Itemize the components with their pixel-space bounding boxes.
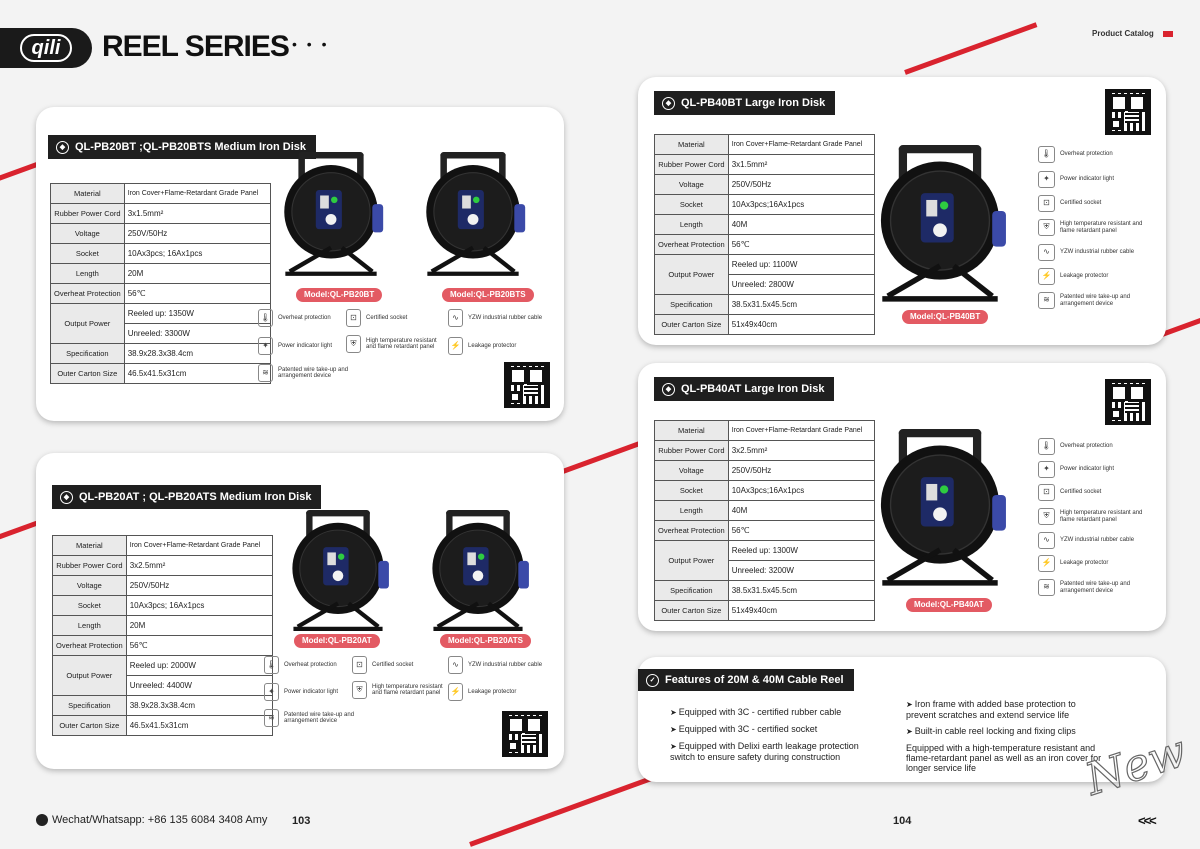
socket-icon: ⊡ — [352, 656, 367, 674]
spec-value: 38.5x31.5x45.5cm — [728, 295, 874, 315]
feature-label: High temperature resistant and flame retardant panel — [1060, 510, 1143, 523]
shield-icon: ⛨ — [1038, 508, 1055, 525]
leakage-icon: ⚡ — [1038, 268, 1055, 285]
feature-label: Certified socket — [1060, 489, 1102, 496]
feature-label: Overheat protection — [284, 661, 337, 668]
feature-label: Power indicator light — [1060, 176, 1115, 183]
table-row — [51, 264, 271, 284]
product-card-pb40bt — [638, 77, 1166, 345]
spec-label: Specification — [655, 581, 729, 601]
table-row — [53, 616, 273, 636]
spec-label: Outer Carton Size — [53, 716, 127, 736]
feature-label: High temperature resistant and flame retardant panel — [1060, 221, 1143, 234]
reel-image — [276, 152, 386, 277]
spec-value: 51x49x40cm — [728, 315, 874, 335]
page-title: REEL SERIES — [102, 30, 289, 63]
reel-wire-icon: ≋ — [264, 709, 279, 727]
logo-text: qili — [20, 34, 73, 62]
table-row — [51, 364, 271, 384]
spec-value: 46.5x41.5x31cm — [126, 716, 272, 736]
contact-text: Wechat/Whatsapp: +86 135 6084 3408 Amy — [52, 814, 268, 826]
spec-value: 38.9x28.3x38.4cm — [126, 696, 272, 716]
leakage-icon: ⚡ — [448, 683, 463, 701]
spec-label: Socket — [51, 244, 125, 264]
card-title-text: QL-PB40AT Large Iron Disk — [681, 383, 825, 395]
list-item: Equipped with a high-temperature resistant and flame-retardant panel as well as an iron cover for longer service life — [906, 743, 1102, 773]
cube-icon: ◆ — [56, 141, 69, 154]
spec-value: Iron Cover+Flame-Retardant Grade Panel — [728, 421, 874, 441]
card-title-text: Features of 20M & 40M Cable Reel — [665, 674, 844, 686]
spec-label: Output Power — [655, 255, 729, 295]
spec-label: Specification — [53, 696, 127, 716]
feature-socket — [1038, 195, 1148, 212]
shield-icon: ⛨ — [346, 335, 361, 353]
leakage-icon: ⚡ — [448, 337, 463, 355]
spec-value: Unreeled: 3200W — [728, 561, 874, 581]
table-row — [655, 175, 875, 195]
shield-icon: ⛨ — [352, 681, 367, 699]
reel-image — [424, 510, 532, 632]
cube-icon: ◆ — [662, 383, 675, 396]
list-item: ➤ Iron frame with added base protection to prevent scratches and extend service life — [906, 699, 1076, 720]
reel-image — [418, 152, 528, 277]
feature-overheat — [264, 656, 354, 674]
cube-icon: ◆ — [662, 97, 675, 110]
table-row — [655, 255, 875, 275]
spec-table — [654, 134, 875, 335]
spec-label: Voltage — [655, 175, 729, 195]
decor-stripe — [904, 22, 1037, 75]
spec-value: Unreeled: 4400W — [126, 676, 272, 696]
spec-label: Rubber Power Cord — [53, 556, 127, 576]
feature-high-temp — [1038, 219, 1148, 236]
spec-label: Rubber Power Cord — [655, 155, 729, 175]
list-item: ➤ Built-in cable reel locking and fixing clips — [906, 726, 1076, 736]
table-row — [51, 244, 271, 264]
spec-value: 10Ax3pcs; 16Ax1pcs — [126, 596, 272, 616]
spec-label: Specification — [655, 295, 729, 315]
spec-label: Length — [51, 264, 125, 284]
feature-high-temp — [346, 335, 446, 353]
spec-label: Overheat Protection — [53, 636, 127, 656]
spec-label: Length — [53, 616, 127, 636]
feature-label: Patented wire take-up and arrangement device — [1060, 294, 1131, 307]
spec-value: 56℃ — [728, 235, 874, 255]
feature-label: Patented wire take-up and arrangement device — [284, 711, 355, 724]
spec-label: Rubber Power Cord — [51, 204, 125, 224]
spec-value: Reeled up: 1350W — [124, 304, 270, 324]
table-row — [53, 536, 273, 556]
light-icon: ✦ — [1038, 171, 1055, 188]
spec-value: Unreeled: 2800W — [728, 275, 874, 295]
spec-label: Voltage — [51, 224, 125, 244]
socket-icon: ⊡ — [1038, 195, 1055, 212]
catalog-bar — [1163, 31, 1173, 37]
leakage-icon: ⚡ — [1038, 555, 1055, 572]
spec-value: Reeled up: 1100W — [728, 255, 874, 275]
light-icon: ✦ — [1038, 461, 1055, 478]
qr-code — [1105, 89, 1151, 135]
feature-patented — [258, 364, 368, 382]
table-row — [51, 184, 271, 204]
spec-label: Outer Carton Size — [655, 601, 729, 621]
feature-list-left — [670, 707, 880, 768]
feature-label: Leakage protector — [1060, 560, 1109, 567]
table-row — [51, 204, 271, 224]
feature-cable — [448, 309, 558, 327]
feature-label: Patented wire take-up and arrangement device — [278, 366, 349, 379]
spec-label: Socket — [655, 481, 729, 501]
list-item: ➤ Equipped with 3C - certified socket — [670, 724, 818, 734]
feature-label: YZW industrial rubber cable — [468, 661, 543, 668]
spec-value: 56℃ — [126, 636, 272, 656]
table-row — [655, 135, 875, 155]
title-dots: • • • — [292, 36, 330, 52]
card-title — [654, 91, 835, 115]
feature-label: High temperature resistant and flame retardant panel — [366, 337, 437, 350]
spec-value: 20M — [126, 616, 272, 636]
spec-value: 250V/50Hz — [728, 175, 874, 195]
spec-value: 250V/50Hz — [728, 461, 874, 481]
feature-list-right — [906, 699, 1106, 779]
table-row — [655, 601, 875, 621]
table-row — [51, 224, 271, 244]
spec-label: Specification — [51, 344, 125, 364]
table-row — [655, 461, 875, 481]
spec-label: Rubber Power Cord — [655, 441, 729, 461]
cable-icon: ∿ — [1038, 244, 1055, 261]
spec-label: Output Power — [51, 304, 125, 344]
cube-icon: ◆ — [60, 491, 73, 504]
product-card-pb20bt — [36, 107, 564, 421]
table-row — [655, 315, 875, 335]
feature-label: YZW industrial rubber cable — [1060, 537, 1135, 544]
spec-value: Reeled up: 2000W — [126, 656, 272, 676]
spec-value: 3x1.5mm² — [124, 204, 270, 224]
table-row — [655, 441, 875, 461]
page-number-left: 103 — [292, 815, 311, 827]
spec-label: Length — [655, 501, 729, 521]
spec-value: 56℃ — [124, 284, 270, 304]
spec-value: Iron Cover+Flame-Retardant Grade Panel — [124, 184, 270, 204]
feature-label: Leakage protector — [468, 342, 517, 349]
thermometer-icon: 🌡 — [258, 309, 273, 327]
table-row — [53, 656, 273, 676]
feature-leakage — [448, 337, 558, 355]
light-icon: ✦ — [258, 337, 273, 355]
table-row — [53, 576, 273, 596]
reel-image — [870, 429, 1010, 587]
model-tag: Model:QL-PB20BT — [296, 288, 382, 302]
table-row — [655, 235, 875, 255]
spec-label: Material — [655, 421, 729, 441]
table-row — [655, 541, 875, 561]
thermometer-icon: 🌡 — [1038, 438, 1055, 455]
spec-value: 40M — [728, 215, 874, 235]
table-row — [655, 501, 875, 521]
badge-icon: ✓ — [646, 674, 659, 687]
feature-overheat — [1038, 438, 1148, 455]
spec-label: Material — [655, 135, 729, 155]
spec-label: Outer Carton Size — [51, 364, 125, 384]
table-row — [655, 155, 875, 175]
model-tag: Model:QL-PB20AT — [294, 634, 380, 648]
feature-label: Power indicator light — [278, 342, 333, 349]
card-title-text: QL-PB20BT ;QL-PB20BTS Medium Iron Disk — [75, 141, 307, 153]
feature-socket — [346, 309, 436, 327]
feature-patented — [264, 709, 374, 727]
table-row — [51, 304, 271, 324]
qr-code — [504, 362, 550, 408]
spec-value: 51x49x40cm — [728, 601, 874, 621]
feature-label: Overheat protection — [278, 314, 331, 321]
spec-table — [50, 183, 271, 384]
feature-label: YZW industrial rubber cable — [1060, 249, 1135, 256]
table-row — [51, 284, 271, 304]
phone-icon — [36, 814, 48, 826]
spec-label: Outer Carton Size — [655, 315, 729, 335]
feature-label: Certified socket — [366, 314, 408, 321]
spec-value: 3x2.5mm² — [728, 441, 874, 461]
feature-cable — [448, 656, 558, 674]
feature-patented — [1038, 579, 1148, 596]
feature-power-light — [1038, 461, 1148, 478]
spec-value: 10Ax3pcs;16Ax1pcs — [728, 195, 874, 215]
feature-label: Leakage protector — [468, 688, 517, 695]
spec-label: Output Power — [655, 541, 729, 581]
socket-icon: ⊡ — [346, 309, 361, 327]
qr-code — [1105, 379, 1151, 425]
feature-high-temp — [1038, 508, 1148, 525]
feature-leakage — [448, 683, 558, 701]
feature-leakage — [1038, 268, 1148, 285]
table-row — [655, 521, 875, 541]
catalog-label: Product Catalog — [1092, 29, 1154, 38]
feature-label: YZW industrial rubber cable — [468, 314, 543, 321]
feature-socket — [1038, 484, 1148, 501]
feature-power-light — [258, 337, 348, 355]
cable-icon: ∿ — [448, 309, 463, 327]
feature-cable — [1038, 244, 1158, 261]
spec-label: Voltage — [53, 576, 127, 596]
spec-label: Output Power — [53, 656, 127, 696]
new-badge: New — [1079, 725, 1193, 806]
card-title — [638, 669, 854, 691]
table-row — [655, 421, 875, 441]
spec-value: 10Ax3pcs; 16Ax1pcs — [124, 244, 270, 264]
feature-label: Leakage protector — [1060, 273, 1109, 280]
feature-label: Certified socket — [372, 661, 414, 668]
feature-power-light — [264, 683, 354, 701]
feature-socket — [352, 656, 442, 674]
socket-icon: ⊡ — [1038, 484, 1055, 501]
spec-label: Socket — [655, 195, 729, 215]
model-tag: Model:QL-PB40BT — [902, 310, 988, 324]
feature-label: Certified socket — [1060, 200, 1102, 207]
model-tag: Model:QL-PB20ATS — [440, 634, 531, 648]
table-row — [655, 295, 875, 315]
feature-label: High temperature resistant and flame retardant panel — [372, 683, 443, 696]
feature-leakage — [1038, 555, 1148, 572]
thermometer-icon: 🌡 — [1038, 146, 1055, 163]
table-row — [51, 344, 271, 364]
chevrons-icon: <<< — [1138, 813, 1155, 828]
reel-image — [870, 145, 1010, 303]
feature-patented — [1038, 292, 1148, 309]
spec-value: 10Ax3pcs;16Ax1pcs — [728, 481, 874, 501]
reel-wire-icon: ≋ — [1038, 292, 1055, 309]
product-card-pb40at — [638, 363, 1166, 631]
spec-value: 250V/50Hz — [124, 224, 270, 244]
spec-value: 46.5x41.5x31cm — [124, 364, 270, 384]
feature-label: Power indicator light — [284, 688, 339, 695]
list-item: ➤ Equipped with Delixi earth leakage protection switch to ensure safety during construction — [670, 741, 859, 762]
cable-icon: ∿ — [448, 656, 463, 674]
spec-value: 56℃ — [728, 521, 874, 541]
list-item: ➤ Equipped with 3C - certified rubber cable — [670, 707, 842, 717]
table-row — [53, 716, 273, 736]
reel-wire-icon: ≋ — [258, 364, 273, 382]
reel-image — [284, 510, 392, 632]
spec-value: 38.9x28.3x38.4cm — [124, 344, 270, 364]
spec-value: 20M — [124, 264, 270, 284]
spec-value: Reeled up: 1300W — [728, 541, 874, 561]
product-card-pb20at — [36, 453, 564, 769]
spec-label: Voltage — [655, 461, 729, 481]
card-title-text: QL-PB20AT ; QL-PB20ATS Medium Iron Disk — [79, 491, 312, 503]
footer-contact — [36, 814, 267, 826]
table-row — [53, 696, 273, 716]
card-title — [654, 377, 834, 401]
spec-label: Overheat Protection — [655, 235, 729, 255]
qr-code — [502, 711, 548, 757]
table-row — [53, 596, 273, 616]
spec-label: Material — [51, 184, 125, 204]
spec-value: 40M — [728, 501, 874, 521]
page-number-right: 104 — [893, 815, 912, 827]
model-tag: Model:QL-PB20BTS — [442, 288, 534, 302]
spec-value: Unreeled: 3300W — [124, 324, 270, 344]
spec-value: Iron Cover+Flame-Retardant Grade Panel — [728, 135, 874, 155]
table-row — [53, 636, 273, 656]
spec-table — [654, 420, 875, 621]
spec-value: 38.5x31.5x45.5cm — [728, 581, 874, 601]
card-title-text: QL-PB40BT Large Iron Disk — [681, 97, 826, 109]
table-row — [655, 481, 875, 501]
spec-label: Overheat Protection — [655, 521, 729, 541]
spec-label: Socket — [53, 596, 127, 616]
spec-label: Material — [53, 536, 127, 556]
shield-icon: ⛨ — [1038, 219, 1055, 236]
table-row — [655, 215, 875, 235]
table-row — [655, 581, 875, 601]
spec-label: Overheat Protection — [51, 284, 125, 304]
feature-high-temp — [352, 681, 452, 699]
feature-cable — [1038, 532, 1158, 549]
feature-overheat — [258, 309, 348, 327]
brand-logo — [0, 28, 92, 68]
cable-icon: ∿ — [1038, 532, 1055, 549]
spec-value: Iron Cover+Flame-Retardant Grade Panel — [126, 536, 272, 556]
spec-label: Length — [655, 215, 729, 235]
table-row — [655, 195, 875, 215]
feature-label: Overheat protection — [1060, 151, 1113, 158]
feature-overheat — [1038, 146, 1148, 163]
light-icon: ✦ — [264, 683, 279, 701]
feature-label: Patented wire take-up and arrangement device — [1060, 581, 1131, 594]
feature-label: Overheat protection — [1060, 443, 1113, 450]
spec-value: 3x2.5mm² — [126, 556, 272, 576]
feature-label: Power indicator light — [1060, 466, 1115, 473]
thermometer-icon: 🌡 — [264, 656, 279, 674]
card-title — [52, 485, 321, 509]
model-tag: Model:QL-PB40AT — [906, 598, 992, 612]
table-row — [53, 556, 273, 576]
feature-power-light — [1038, 171, 1148, 188]
spec-value: 3x1.5mm² — [728, 155, 874, 175]
reel-wire-icon: ≋ — [1038, 579, 1055, 596]
spec-value: 250V/50Hz — [126, 576, 272, 596]
spec-table — [52, 535, 273, 736]
